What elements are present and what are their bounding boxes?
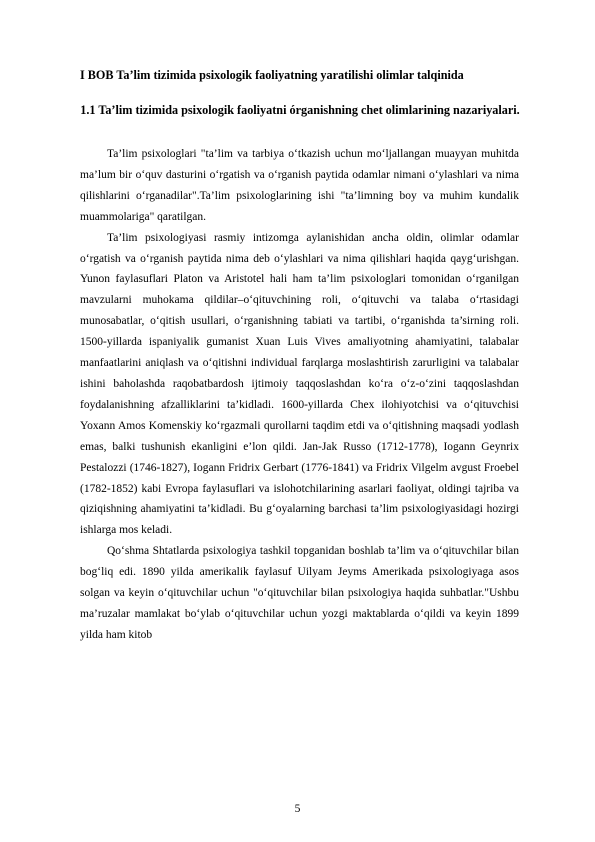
paragraph: Ta’lim psixologiyasi rasmiy intizomga aylanishidan ancha oldin, olimlar odamlar o‘rgatish va o‘rganish paytida nima deb o‘ylashlari va nima qilishlari haqida qayg‘urishgan. Yunon faylasuflari Platon va Aristotel hali ham ta’lim psixologlari tomonidan o‘rganilgan mavzularni muhokama qildilar–o‘qituvchining roli, o‘qituvchi va talaba o‘rtasidagi munosabatlar, o‘qitish usullari, o‘rganishning tabiati va tartibi, o‘rganishda ta’sirning roli. 1500-yillarda ispaniyalik gumanist Xuan Luis Vives amaliyotning ahamiyatini, talabalar manfaatlarini aniqlash va o‘qitishni individual farqlarga moslashtirish zarurligini va talabalar ishini baholashda raqobatbardosh ijtimoiy taqqoslashdan ko‘ra o‘z-o‘zini taqqoslashdan foydalanishning afzalliklarini ta’kidladi. 1600-yillarda Chex ilohiyotchisi va o‘qituvchisi Yoxann Amos Komenskiy ko‘rgazmali qurollarni taqdim etdi va o‘qitishning maqsadi yodlash emas, balki tushunish ekanligini e’lon qildi. Jan-Jak Russo (1712-1778), Iogann Geynrix Pestalozzi (1746-1827), Iogann Fridrix Gerbart (1776-1841) va Fridrix Vilgelm avgust Froebel (1782-1852) kabi Evropa faylasuflari va islohotchilarining asarlari faoliyat, oldingi tajriba va qiziqishning ahamiyatini ta’kidladi. Bu g‘oyalarning barchasi ta’lim psixologiyasidagi hozirgi ishlarga mos keladi. bbox=[80, 231, 519, 537]
section-title: 1.1 Ta’lim tizimida psixologik faoliyatni órganishning chet olimlarining nazariyalari. bbox=[80, 103, 520, 117]
page-number: 5 bbox=[294, 803, 301, 815]
paragraph: Ta’lim psixologlari "ta’lim va tarbiya o‘tkazish uchun mo‘ljallangan muayyan muhitda ma’lum bir o‘quv dasturini o‘rgatish va o‘rganish paytida odamlar nimani o‘ylashlari va nima qilishlarini o‘rganadilar".Ta’lim psixologlarining ishi "ta’limning boy va muhim kundalik muammolariga" qaratilgan. bbox=[80, 148, 519, 223]
chapter-title: I BOB Ta’lim tizimida psixologik faoliyatning yaratilishi olimlar talqinida bbox=[80, 68, 464, 82]
paragraph: Qo‘shma Shtatlarda psixologiya tashkil topganidan boshlab ta’lim va o‘qituvchilar bilan bog‘liq edi. 1890 yilda amerikalik faylasuf Uilyam Jeyms Amerikada psixologiyaga asos solgan va keyin o‘qituvchilar uchun "o‘qituvchilar bilan psixologiya haqida suhbatlar."Ushbu ma’ruzalar mamlakat bo‘ylab o‘qituvchilar uchun yozgi maktablarda o‘qildi va keyin 1899 yilda ham kitob bbox=[80, 545, 519, 641]
body-text bbox=[80, 144, 519, 646]
